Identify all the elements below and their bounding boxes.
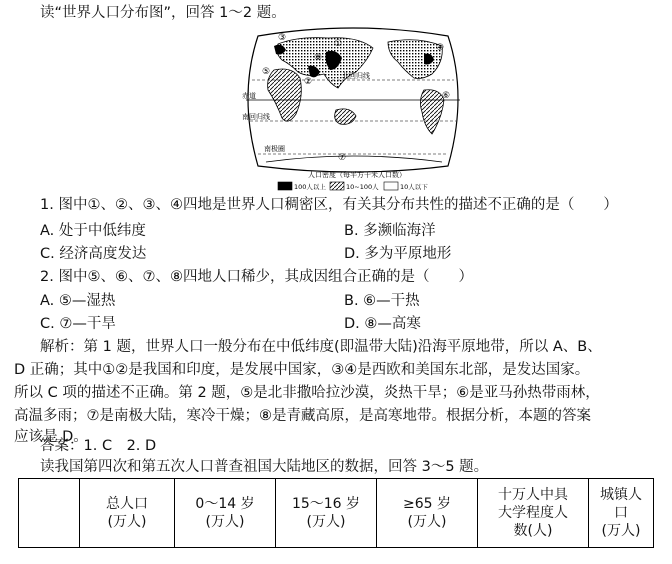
census-table [18,478,654,548]
marker-1: ① [334,39,343,49]
answer-line: 答案：1. C 2. D [40,438,157,454]
marker-8: ⑧ [314,53,323,63]
marker-6: ⑥ [442,91,451,101]
table-header-college-per-100k: 十万人中具 大学程度人 数(人) [478,479,589,548]
legend-swatch-mid [330,182,344,190]
table-header-row [19,479,654,548]
south-tropic-label: 南回归线 [242,113,270,121]
intro-line-1: 读“世界人口分布图”，回答 1～2 题。 [40,5,286,21]
table-header-age-0-14: 0～14 岁 (万人) [175,479,276,548]
question-2-option-c: C. ⑦—干旱 [40,316,116,332]
legend-swatch-low [384,182,398,190]
antarctic-circle-label: 南极圈 [264,145,285,153]
marker-4: ④ [436,43,445,53]
table-header-total-population: 总人口 (万人) [80,479,175,548]
analysis-line-4: 高温多雨；⑦是南极大陆，寒冷干燥；⑧是青藏高原，是高寒地带。根据分析，本题的答案 [14,408,591,424]
question-1-option-b: B. 多濒临海洋 [344,223,436,239]
question-2-option-a: A. ⑤—湿热 [40,293,116,309]
table-header-age-65-plus: ≥65 岁 (万人) [377,479,478,548]
north-tropic-label: 北回归线 [342,72,370,80]
question-2-option-d: D. ⑧—高寒 [344,316,421,332]
equator-label: 赤道 [242,92,256,100]
question-1-option-c: C. 经济高度发达 [40,246,147,262]
marker-7: ⑦ [338,153,347,163]
legend-swatch-high [278,182,292,190]
question-1-stem: 1. 图中①、②、③、④四地是世界人口稠密区，有关其分布共性的描述不正确的是（ ） [40,197,618,213]
marker-5: ⑤ [262,67,271,77]
question-2-stem: 2. 图中⑤、⑥、⑦、⑧四地人口稀少，其成因组合正确的是（ ） [40,269,473,285]
question-1-option-a: A. 处于中低纬度 [40,223,146,239]
legend-label-mid: 10~100人 [346,183,379,191]
marker-3: ③ [278,33,287,43]
table-header-blank [19,479,80,548]
analysis-line-1: 解析：第 1 题，世界人口一般分布在中低纬度(即温带大陆)沿海平原地带，所以 A、B、 [40,339,602,355]
legend-label-low: 10人以下 [400,183,428,191]
intro-line-2: 读我国第四次和第五次人口普查祖国大陆地区的数据，回答 3～5 题。 [40,459,489,475]
legend-label-high: 100人以上 [294,183,326,191]
legend-title: 人口密度（每平方千米人口数） [308,171,406,179]
marker-2: ② [304,77,313,87]
map-legend [238,168,468,196]
analysis-line-2: D 正确；其中①②是我国和印度，是发展中国家，③④是西欧和美国东北部，是发达国家。 [14,362,590,378]
analysis-line-5: 应该是 D。 [14,429,88,445]
table-header-age-15-16: 15～16 岁 (万人) [276,479,377,548]
question-2-option-b: B. ⑥—干热 [344,293,420,309]
table-header-urban-population: 城镇人 口 (万人) [589,479,654,548]
analysis-line-3: 所以 C 项的描述不正确。第 2 题，⑤是北非撒哈拉沙漠，炎热干旱；⑥是亚马孙热带雨林， [14,385,600,401]
question-1-option-d: D. 多为平原地形 [344,246,452,262]
